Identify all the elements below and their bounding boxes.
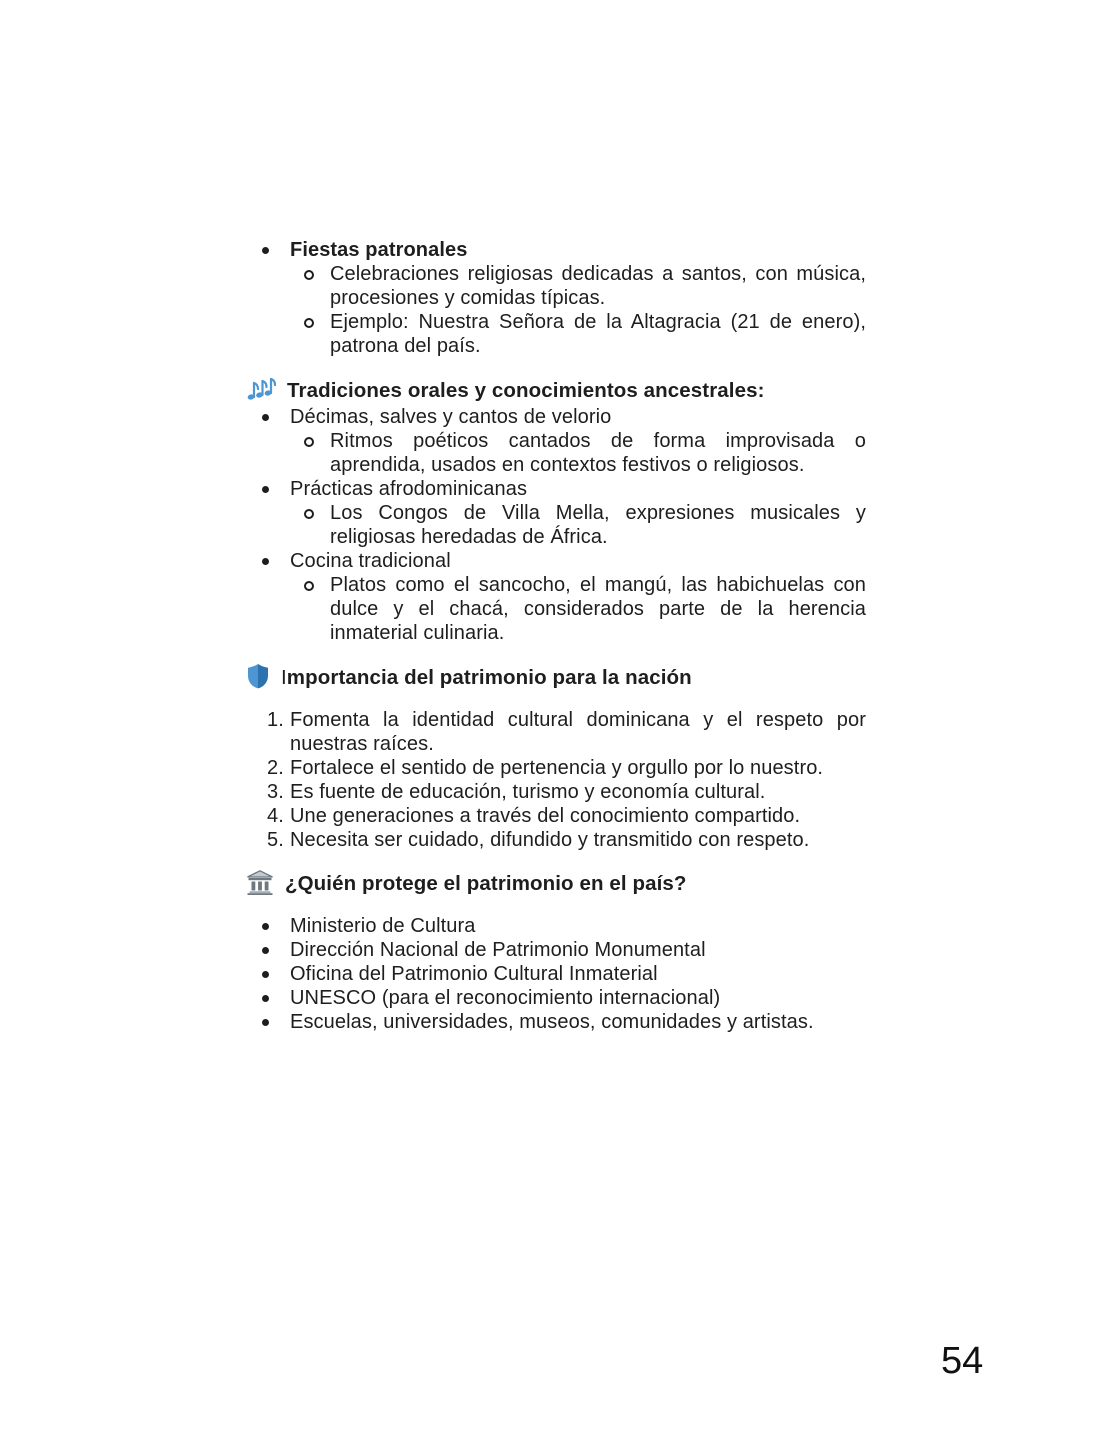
section-heading-importancia xyxy=(246,663,866,690)
numbered-item: Une generaciones a través del conocimiento compartido. xyxy=(290,805,801,827)
list-item: Oficina del Patrimonio Cultural Inmaterial xyxy=(246,962,866,986)
list-subitem: Celebraciones religiosas dedicadas a santos, con música, procesiones y comidas típicas. xyxy=(290,262,866,310)
numbered-item: Necesita ser cuidado, difundido y transmitido con respeto. xyxy=(290,829,810,851)
list-subitem: Ritmos poéticos cantados de forma improvisada o aprendida, usados en contextos festivos o religiosos. xyxy=(290,429,866,477)
numbered-item: Fortalece el sentido de pertenencia y orgullo por lo nuestro. xyxy=(290,757,824,779)
list-item-label: Décimas, salves y cantos de velorio xyxy=(290,406,612,428)
tradiciones-list xyxy=(246,405,866,645)
list-item-label: Prácticas afrodominicanas xyxy=(290,478,528,500)
fiestas-sublist xyxy=(290,262,866,358)
shield-icon xyxy=(246,663,270,689)
list-item xyxy=(246,549,866,645)
heading-lead: I xyxy=(281,666,287,689)
list-subitem: Los Congos de Villa Mella, expresiones musicales y religiosas heredadas de África. xyxy=(290,501,866,549)
classical-building-icon xyxy=(246,870,274,895)
heading-text: Tradiciones orales y conocimientos ancestrales: xyxy=(287,379,765,402)
list-item: Ministerio de Cultura xyxy=(246,914,866,938)
list-item xyxy=(246,405,866,477)
section-heading-tradiciones xyxy=(246,376,866,403)
fiestas-list xyxy=(246,238,866,358)
list-item-fiestas xyxy=(246,238,866,358)
section-heading-proteccion xyxy=(246,870,866,896)
list-item: Escuelas, universidades, museos, comunidades y artistas. xyxy=(246,1010,866,1034)
document-content xyxy=(246,238,866,1034)
importancia-numbered-list xyxy=(246,708,866,852)
list-subitem: Platos como el sancocho, el mangú, las habichuelas con dulce y el chacá, considerados parte de la herencia inmaterial culinaria. xyxy=(290,573,866,645)
list-item xyxy=(246,477,866,549)
numbered-item: Es fuente de educación, turismo y economía cultural. xyxy=(290,781,766,803)
music-notes-icon xyxy=(246,376,276,402)
heading-text: mportancia del patrimonio para la nación xyxy=(286,666,692,689)
heading-text: ¿Quién protege el patrimonio en el país? xyxy=(285,872,687,895)
list-item-label: Cocina tradicional xyxy=(290,550,451,572)
list-subitem: Ejemplo: Nuestra Señora de la Altagracia (21 de enero), patrona del país. xyxy=(290,310,866,358)
list-item-title: Fiestas patronales xyxy=(290,239,468,261)
numbered-item: Fomenta la identidad cultural dominicana y el respeto por nuestras raíces. xyxy=(290,709,866,755)
page-number: 54 xyxy=(941,1340,984,1382)
proteccion-list xyxy=(246,914,866,1034)
list-item: UNESCO (para el reconocimiento internacional) xyxy=(246,986,866,1010)
list-item: Dirección Nacional de Patrimonio Monumental xyxy=(246,938,866,962)
